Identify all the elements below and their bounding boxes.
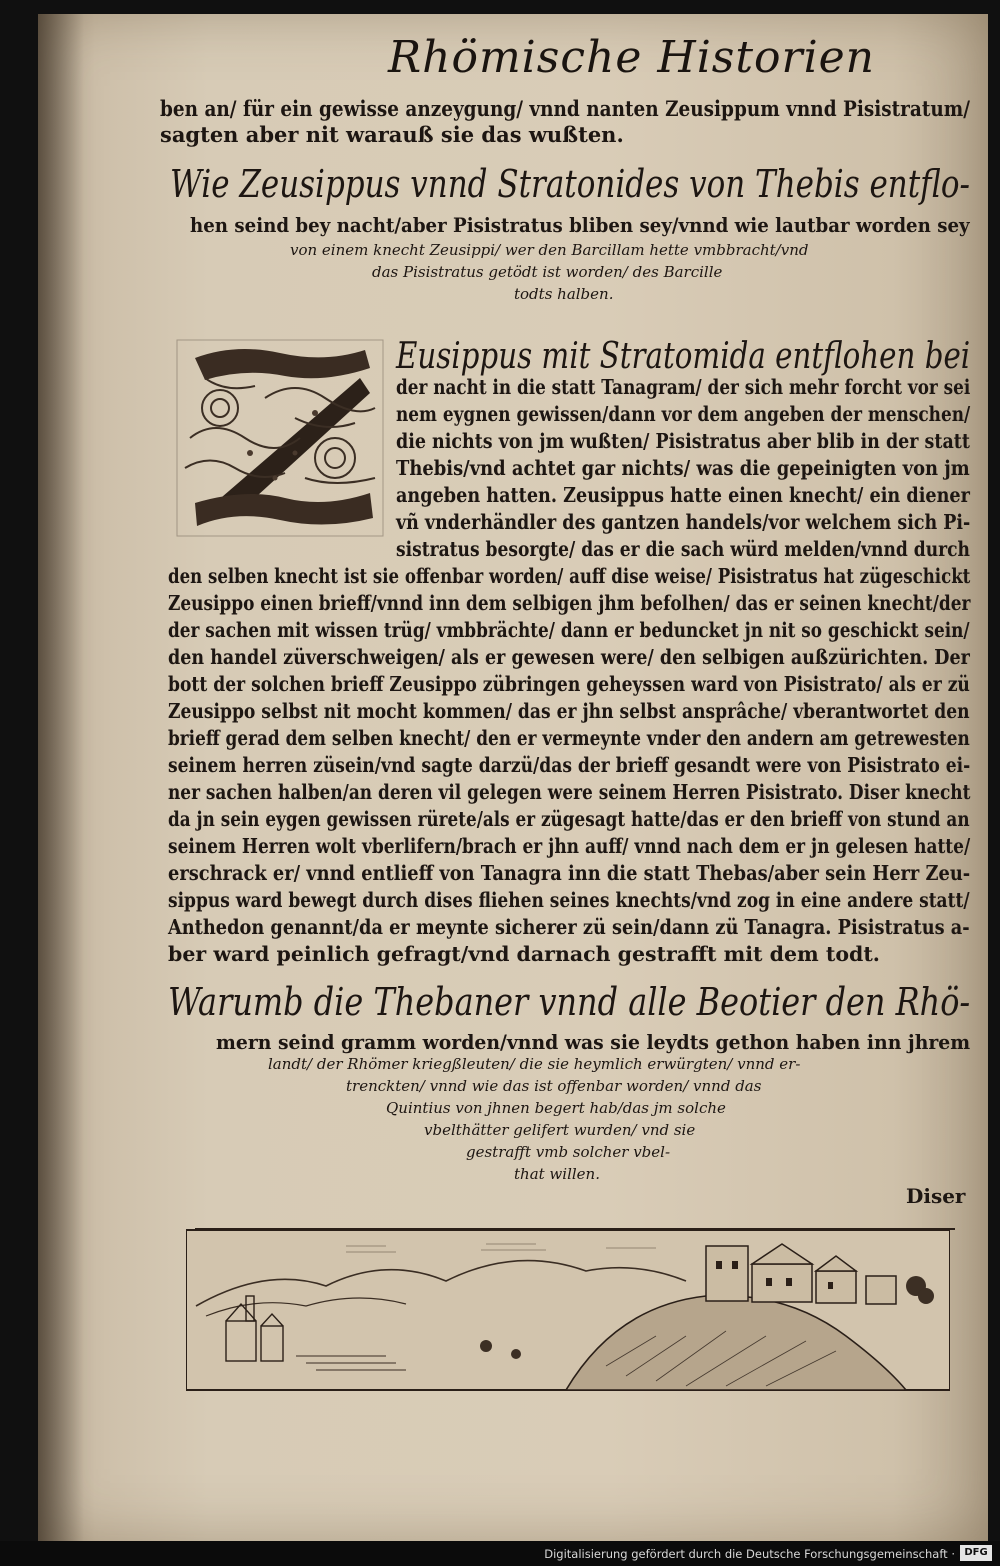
paragraph-line: da jn sein eygen gewissen rürete/als er zügesagt hatte/das er den brieff von stund an xyxy=(168,807,970,831)
heading-1-line: von einem knecht Zeusippi/ wer den Barcillam hette vmbbracht/vnd xyxy=(290,241,809,259)
heading-2-line: gestrafft vmb solcher vbel- xyxy=(466,1143,671,1161)
paragraph-line: seinem Herren wolt vberlifern/brach er jhn auff/ vnnd nach dem er jn gelesen hatte/ xyxy=(168,834,971,858)
heading-2-line: vbelthätter gelifert wurden/ vnd sie xyxy=(424,1121,696,1139)
section-heading-2: Warumb die Thebaner vnnd alle Beotier den Rhö- xyxy=(168,980,971,1024)
woodcut-landscape-illustration xyxy=(186,1226,950,1392)
paragraph-line: der sachen mit wissen trüg/ vmbbrächte/ dann er beduncket jn nit so geschickt sein/ xyxy=(168,618,970,642)
section-heading-1: Wie Zeusippus vnnd Stratonides von Thebis entflo- xyxy=(170,162,970,206)
heading-2-line: landt/ der Rhömer kriegßleuten/ die sie heymlich erwürgten/ vnnd er- xyxy=(268,1055,801,1073)
paragraph-line: ber ward peinlich gefragt/vnd darnach gestrafft mit dem todt. xyxy=(168,942,880,966)
heading-2-line: Quintius von jhnen begert hab/das jm solche xyxy=(386,1099,726,1117)
paragraph-line: den handel züverschweigen/ als er gewesen were/ den selbigen außzürichten. Der xyxy=(168,645,970,669)
carryover-line: sagten aber nit warauß sie das wußten. xyxy=(160,122,624,147)
paragraph-line: den selben knecht ist sie offenbar worden/ auff dise weise/ Pisistratus hat zügeschickt xyxy=(168,564,971,588)
paragraph-line: sistratus besorgte/ das er die sach würd melden/vnnd durch xyxy=(396,537,970,561)
paragraph-lead: Eusippus mit Stratomida entflohen bei xyxy=(396,336,971,377)
decorated-initial-z-icon xyxy=(175,338,385,538)
paragraph-line: Zeusippo einen brieff/vnnd inn dem selbigen jhm befolhen/ das er seinen knecht/der xyxy=(168,591,971,615)
paragraph-line: der nacht in die statt Tanagram/ der sich mehr forcht vor sei xyxy=(396,375,971,399)
footer-bar xyxy=(0,1541,1000,1566)
catchword: Diser xyxy=(906,1184,966,1208)
carryover-line: ben an/ für ein gewisse anzeygung/ vnnd nanten Zeusippum vnnd Pisistratum/ xyxy=(160,96,970,121)
paragraph-line: die nichts von jm wußten/ Pisistratus aber blib in der statt xyxy=(396,429,970,453)
heading-1-line: das Pisistratus getödt ist worden/ des Barcille xyxy=(372,263,723,281)
paragraph-line: bott der solchen brieff Zeusippo zübringen geheyssen ward von Pisistrato/ als er zü xyxy=(168,672,970,696)
heading-1-line: todts halben. xyxy=(514,285,614,303)
paragraph-line: Zeusippo selbst nit mocht kommen/ das er jhn selbst ansprâche/ vberantwortet den xyxy=(168,699,970,723)
paragraph-line: sippus ward bewegt durch dises fliehen seines knechts/vnd zog in eine andere statt/ xyxy=(168,888,970,912)
heading-2-line: mern seind gramm worden/vnnd was sie leydts gethon haben inn jhrem xyxy=(216,1030,971,1054)
running-head: Rhömische Historien xyxy=(388,32,876,83)
paragraph-line: Thebis/vnd achtet gar nichts/ was die gepeinigten von jm xyxy=(396,456,970,480)
paragraph-line: vñ vnderhändler des gantzen handels/vor welchem sich Pi- xyxy=(396,510,971,534)
paragraph-line: seinem herren züsein/vnd sagte darzü/das der brieff gesandt were von Pisistrato ei- xyxy=(168,753,971,777)
heading-1-line: hen seind bey nacht/aber Pisistratus bliben sey/vnnd wie lautbar worden sey xyxy=(190,213,970,237)
paragraph-line: ner sachen halben/an deren vil gelegen were seinem Herren Pisistrato. Diser knecht xyxy=(168,780,971,804)
paragraph-line: angeben hatten. Zeusippus hatte einen knecht/ ein diener xyxy=(396,483,970,507)
heading-2-line: that willen. xyxy=(514,1165,600,1183)
funding-notice: Digitalisierung gefördert durch die Deutsche Forschungsgemeinschaft · xyxy=(544,1547,955,1561)
heading-2-line: trenckten/ vnnd wie das ist offenbar worden/ vnnd das xyxy=(346,1077,762,1095)
paragraph-line: Anthedon genannt/da er meynte sicherer zü sein/dann zü Tanagra. Pisistratus a- xyxy=(168,915,970,939)
dfg-logo: DFG xyxy=(960,1545,992,1561)
paragraph-line: erschrack er/ vnnd entlieff von Tanagra inn die statt Thebas/aber sein Herr Zeu- xyxy=(168,861,971,885)
gutter-shadow xyxy=(38,14,84,1541)
paragraph-line: nem eygnen gewissen/dann vor dem angeben der menschen/ xyxy=(396,402,971,426)
paragraph-line: brieff gerad dem selben knecht/ den er vermeynte vnder den andern am getrewesten xyxy=(168,726,970,750)
